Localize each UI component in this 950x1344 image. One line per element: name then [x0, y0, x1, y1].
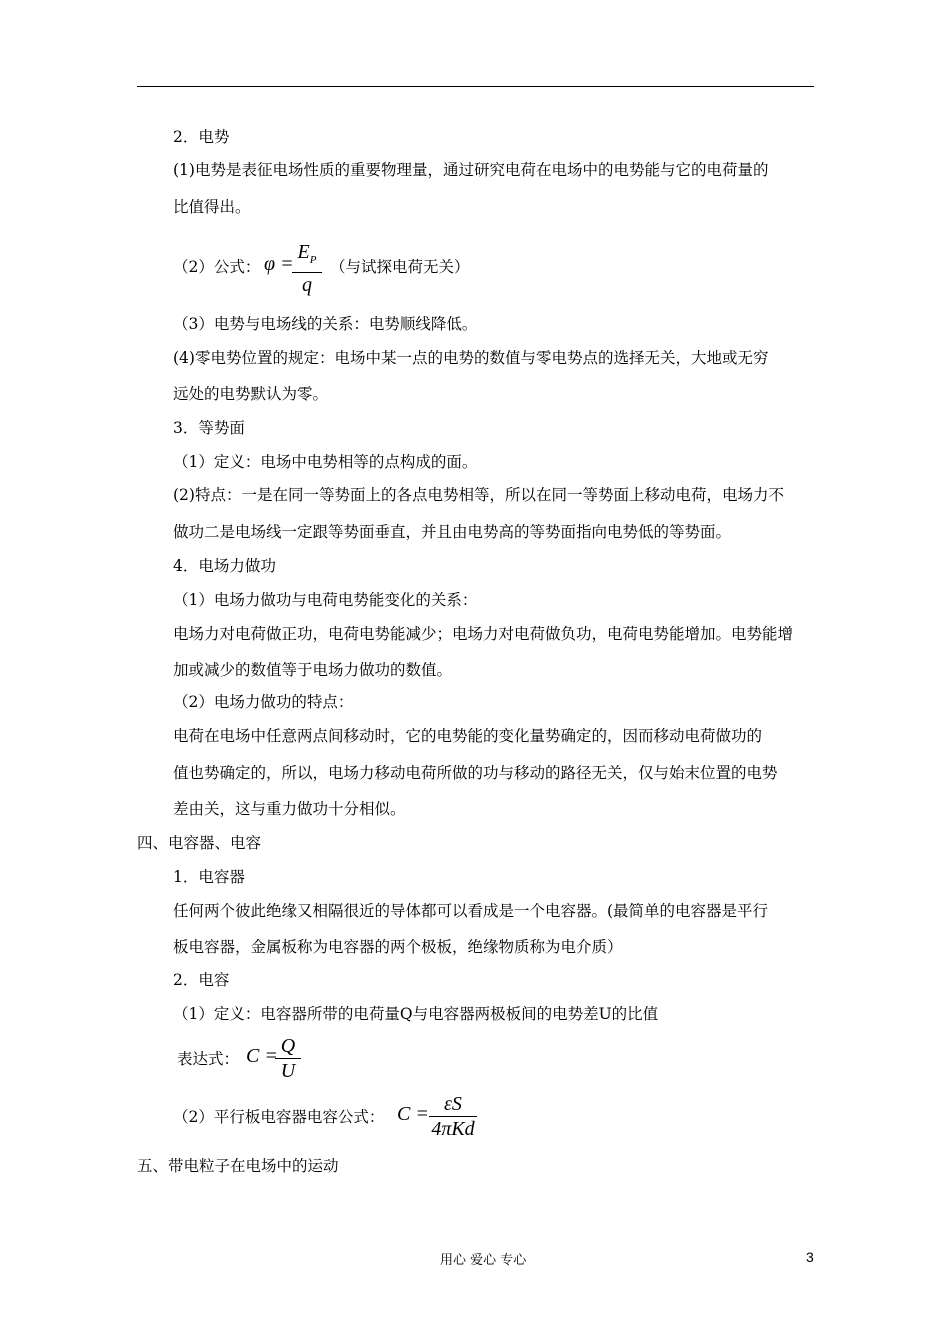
paragraph-potential-4b: 远处的电势默认为零。 — [173, 385, 329, 403]
paragraph-field-work-1: （1）电场力做功与电荷电势能变化的关系： — [173, 591, 478, 609]
paragraph-capacitance-1: （1）定义：电容器所带的电荷量Q与电容器两极板间的电势差U的比值 — [173, 1005, 659, 1023]
formula-phi-numerator: $E_P$ — [297, 241, 317, 266]
heading-equipotential: 3．等势面 — [173, 419, 245, 437]
formula-c2-denominator: 4πKd — [431, 1118, 475, 1140]
formula-phi-lhs: φ = — [264, 253, 294, 275]
paragraph-field-work-4b: 值也势确定的，所以，电场力移动电荷所做的功与移动的路径无关，仅与始末位置的电势 — [173, 764, 778, 782]
paragraph-potential-4a: (4)零电势位置的规定：电场中某一点的电势的数值与零电势点的选择无关，大地或无穷 — [173, 349, 769, 367]
formula-label-phi: （2）公式： — [173, 258, 261, 276]
paragraph-capacitor-1b: 板电容器，金属板称为电容器的两个极板，绝缘物质称为电介质） — [173, 938, 623, 956]
page-number: 3 — [806, 1249, 814, 1265]
formula-c-lhs: C = — [246, 1045, 278, 1067]
formula-c-fraction — [275, 1034, 301, 1083]
paragraph-equipotential-1: （1）定义：电场中电势相等的点构成的面。 — [173, 453, 478, 471]
formula-c2-lhs: C = — [397, 1103, 429, 1125]
heading-capacitor: 1．电容器 — [173, 868, 245, 886]
paragraph-equipotential-2a: (2)特点：一是在同一等势面上的各点电势相等，所以在同一等势面上移动电荷，电场力不 — [173, 486, 784, 504]
heading-field-work: 4．电场力做功 — [173, 557, 276, 575]
paragraph-potential-3: （3）电势与电场线的关系：电势顺线降低。 — [173, 315, 478, 333]
paragraph-capacitor-1a: 任何两个彼此绝缘又相隔很近的导体都可以看成是一个电容器。(最简单的电容器是平行 — [173, 902, 769, 920]
paragraph-field-work-3: （2）电场力做功的特点： — [173, 693, 354, 711]
paragraph-field-work-2a: 电场力对电荷做正功，电荷电势能减少；电场力对电荷做负功，电荷电势能增加。电势能增 — [173, 625, 794, 643]
heading-capacitance: 2．电容 — [173, 971, 230, 989]
paragraph-field-work-4c: 差由关，这与重力做功十分相似。 — [173, 800, 406, 818]
section-heading-particle-motion: 五、带电粒子在电场中的运动 — [137, 1157, 339, 1175]
paragraph-field-work-2b: 加或减少的数值等于电场力做功的数值。 — [173, 661, 453, 679]
formula-c2-numerator: εS — [444, 1093, 462, 1115]
formula-c-denominator: U — [280, 1060, 296, 1082]
formula-phi-fraction — [292, 240, 322, 297]
section-heading-capacitor: 四、电容器、电容 — [137, 834, 262, 852]
formula-phi-denominator: q — [302, 274, 312, 296]
formula-phi-note: （与试探电荷无关） — [330, 258, 470, 276]
formula-c2-fraction — [429, 1092, 477, 1141]
paragraph-potential-1a: (1)电势是表征电场性质的重要物理量，通过研究电荷在电场中的电势能与它的电荷量的 — [173, 161, 769, 179]
formula-label-c: 表达式： — [177, 1050, 240, 1068]
paragraph-field-work-4a: 电荷在电场中任意两点间移动时，它的电势能的变化量势确定的，因而移动电荷做功的 — [173, 727, 763, 745]
formula-c-numerator: Q — [280, 1035, 296, 1057]
heading-potential: 2．电势 — [173, 128, 230, 146]
formula-label-c2: （2）平行板电容器电容公式： — [173, 1108, 385, 1126]
header-rule — [137, 86, 814, 87]
footer-slogan: 用心 爱心 专心 — [440, 1253, 527, 1268]
paragraph-potential-1b: 比值得出。 — [173, 198, 251, 216]
paragraph-equipotential-2b: 做功二是电场线一定跟等势面垂直，并且由电势高的等势面指向电势低的等势面。 — [173, 523, 732, 541]
